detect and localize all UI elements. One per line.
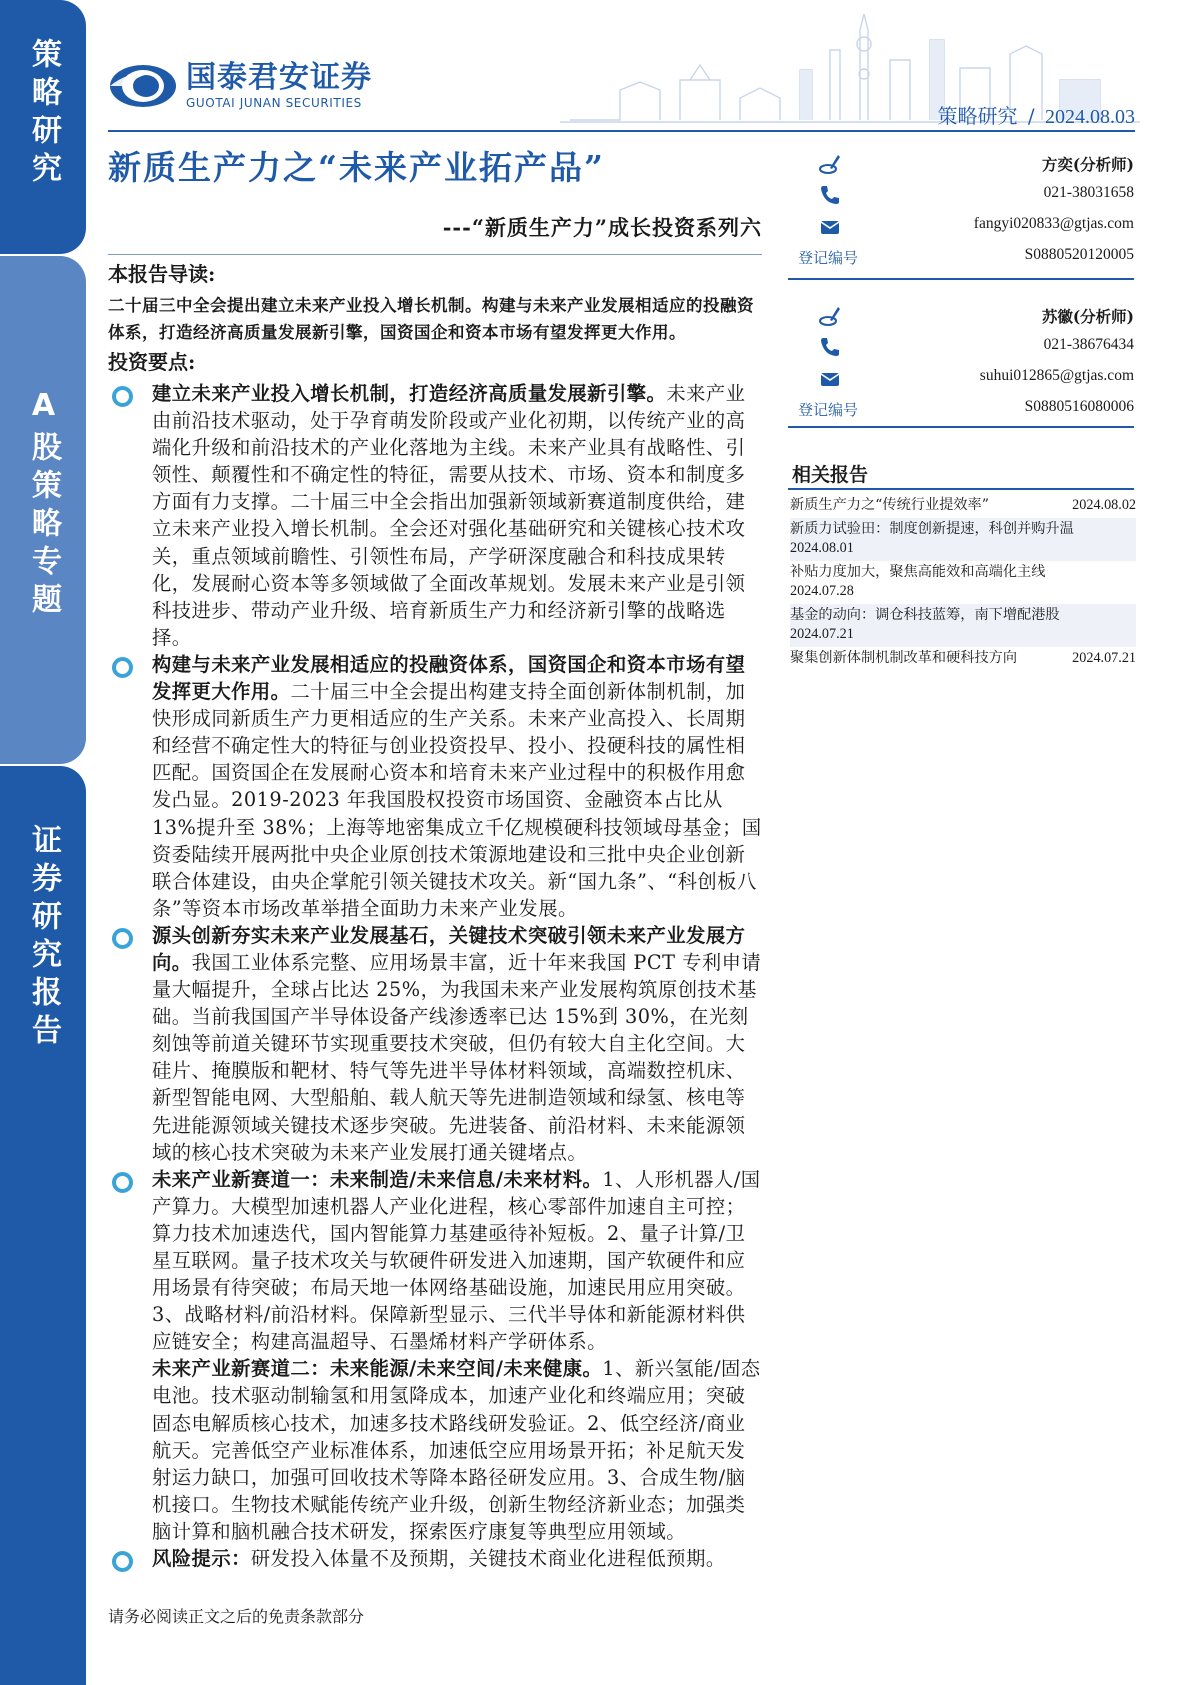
points-heading: 投资要点: — [108, 350, 196, 374]
analyst-phone: 021-38031658 — [1043, 184, 1134, 201]
analyst-registration: S0880516080006 — [1024, 398, 1134, 415]
point-item — [108, 1166, 764, 1356]
registration-label: 登记编号 — [798, 401, 859, 419]
phone-icon — [818, 335, 842, 359]
report-subtitle: ---“新质生产力”成长投资系列六 — [442, 215, 762, 240]
header-category-date — [938, 100, 1135, 129]
related-report-item[interactable] — [790, 647, 1136, 671]
risk-text: 研发投入体量不及预期，关键技术商业化进程低预期。 — [250, 1547, 726, 1571]
analyst-card — [788, 300, 1134, 424]
analyst-email[interactable]: suhui012865@gtjas.com — [979, 367, 1134, 384]
risk-lead: 风险提示： — [152, 1547, 251, 1571]
point-lead: 源头创新夯实未来产业发展基石，关键技术突破引领未来产业发展方向。 — [152, 923, 746, 974]
analyst-registration: S0880520120005 — [1024, 246, 1134, 263]
pen-icon — [818, 152, 842, 176]
related-report-date: 2024.08.01 — [790, 540, 854, 556]
related-divider — [788, 488, 1134, 490]
point-text: 1、新兴氢能/固态电池。技术驱动制输氢和用氢降成本，加速产业化和终端应用；突破固态电解质核心技术，加速多技术路线研发验证。2、低空经济/商业航天。完善低空产业标准体系，加速低空应用场景开拓；补足航天发射运力缺口，加强可回收技术等降本路径研发应用。3、合成生物/脑机接口。生物技术赋能传统产业升级，创新生物经济新业态；加强类脑计算和脑机融合技术研发，探索医疗康复等典型应用领域。 — [152, 1357, 761, 1543]
related-report-title[interactable]: 基金的动向：调仓科技蓝筹，南下增配港股 — [790, 606, 1060, 623]
bullet-icon — [112, 657, 133, 678]
analyst-divider — [788, 426, 1134, 428]
sidebar-section-strategy — [0, 0, 86, 254]
related-report-item[interactable] — [790, 518, 1136, 561]
report-date: 2024.08.03 — [1045, 106, 1135, 128]
point-lead: 未来产业新赛道二：未来能源/未来空间/未来健康。 — [152, 1357, 603, 1381]
logo-text-en: GUOTAI JUNAN SECURITIES — [186, 96, 362, 110]
point-lead: 构建与未来产业发展相适应的投融资体系，国资国企和资本市场有望发挥更大作用。 — [152, 652, 746, 704]
phone-icon — [818, 183, 842, 207]
sidebar-label-strategy: 策略研究 — [26, 38, 61, 190]
analyst-divider — [788, 278, 1134, 280]
related-report-item[interactable] — [790, 561, 1136, 604]
related-report-title[interactable]: 新质生产力之“传统行业提效率” — [790, 497, 989, 513]
sidebar-label-a-share: A股策略专题 — [26, 388, 61, 621]
analyst-phone: 021-38676434 — [1043, 336, 1134, 353]
logo-mark-icon — [108, 63, 178, 109]
bullet-icon — [112, 928, 133, 949]
bullet-icon — [112, 1551, 133, 1572]
related-report-title[interactable]: 补贴力度加大，聚焦高能效和高端化主线 — [790, 563, 1046, 580]
point-text: 我国工业体系完整、应用场景丰富，近十年来我国 PCT 专利申请量大幅提升，全球占比达 25%，为我国未来产业发展构筑原创技术基础。当前我国国产半导体设备产线渗透率已达 15%到 30%，在光刻刻蚀等前道关键环节实现重要技术突破，但仍有较大自主化空间。大硅片、掩膜版和靶材、特气等先进半导体材料领域，高端数控机床、新型智能电网、大型船舶、载人航天等先进制造领域和绿氢、核电等先进能源领域关键技术逐步突破。先进装备、前沿材料、未来能源领域的核心技术突破为未来产业发展打通关键堵点。 — [152, 950, 762, 1164]
related-report-title[interactable]: 新质力试验田：制度创新提速，科创并购升温 — [790, 520, 1074, 537]
pen-icon — [818, 304, 842, 328]
guide-text: 二十届三中全会提出建立未来产业投入增长机制。构建与未来产业发展相适应的投融资体系，打造经济高质量发展新引擎，国资国企和资本市场有望发挥更大作用。 — [108, 296, 754, 342]
header-separator: / — [1027, 104, 1035, 128]
point-item — [108, 922, 764, 1166]
related-reports-heading: 相关报告 — [792, 464, 869, 486]
analyst-email[interactable]: fangyi020833@gtjas.com — [973, 215, 1134, 232]
bullet-icon — [112, 386, 133, 407]
analyst-name: 苏徽(分析师) — [1041, 307, 1134, 326]
risk-item — [108, 1545, 764, 1572]
related-report-date: 2024.07.28 — [790, 583, 854, 599]
related-report-date: 2024.07.21 — [1072, 649, 1136, 666]
logo-text-cn: 国泰君安证券 — [186, 60, 372, 95]
report-title: 新质生产力之“未来产业拓产品” — [108, 148, 605, 187]
point-text: 二十届三中全会提出构建支持全面创新体制机制，加快形成同新质生产力更相适应的生产关系。未来产业高投入、长周期和经营不确定性大的特征与创业投资投早、投小、投硬科技的属性相匹配。国资国企在发展耐心资本和培育未来产业过程中的积极作用愈发凸显。2019-2023 年我国股权投资市场国资、金融资本占比从 13%提升至 38%；上海等地密集成立千亿规模硬科技领域母基金；国资委陆续开展两批中央企业原创技术策源地建设和三批中央企业创新联合体建设，由央企掌舵引领关键技术攻关。新“国九条”、“科创板八条”等资本市场改革举措全面助力未来产业发展。 — [152, 680, 762, 920]
analyst-card — [788, 148, 1134, 272]
email-icon — [818, 214, 842, 238]
point-text: 1、人形机器人/国产算力。大模型加速机器人产业化进程，核心零部件加速自主可控；算力技术加速迭代，国内智能算力基建亟待补短板。2、量子计算/卫星互联网。量子技术攻关与软硬件研发进入加速期，国产软硬件和应用场景有待突破；布局天地一体网络基础设施，加速民用应用突破。3、战略材料/前沿材料。保障新型显示、三代半导体和新能源材料供应链安全；构建高温超导、石墨烯材料产学研体系。 — [152, 1167, 761, 1354]
related-reports-list — [790, 494, 1136, 670]
disclaimer-footer: 请务必阅读正文之后的免责条款部分 — [108, 1607, 365, 1626]
point-item — [108, 380, 764, 651]
email-icon — [818, 366, 842, 390]
point-lead: 未来产业新赛道一：未来制造/未来信息/未来材料。 — [152, 1167, 603, 1191]
related-report-date: 2024.08.02 — [1072, 497, 1136, 513]
point-text: 未来产业由前沿技术驱动，处于孕育萌发阶段或产业化初期，以传统产业的高端化升级和前沿技术的产业化落地为主线。未来产业具有战略性、引领性、颠覆性和不确定性的特征，需要从技术、市场、资本和制度多方面有力支撑。二十届三中全会指出加强新领域新赛道制度供给，建立未来产业投入增长机制。全会还对强化基础研究和关键核心技术攻关，重点领域前瞻性、引领性布局，产学研深度融合和科技成果转化，发展耐心资本等多领域做了全面改革规划。发展未来产业是引领科技进步、带动产业升级、培育新质生产力和经济新引擎的战略选择。 — [152, 382, 746, 649]
sidebar-section-a-share — [0, 256, 86, 764]
related-report-item[interactable] — [790, 494, 1136, 518]
point-lead: 建立未来产业投入增长机制，打造经济高质量发展新引擎。 — [152, 382, 667, 405]
related-report-title[interactable]: 聚集创新体制机制改革和硬科技方向 — [790, 649, 1018, 666]
sidebar-label-research: 证券研究报告 — [26, 824, 61, 1052]
analyst-name: 方奕(分析师) — [1041, 155, 1134, 174]
sidebar-section-research — [0, 766, 86, 1685]
title-divider — [108, 254, 762, 255]
guide-heading: 本报告导读: — [108, 262, 216, 286]
point-item — [108, 651, 764, 922]
related-report-item[interactable] — [790, 604, 1136, 647]
bullet-icon — [112, 1172, 133, 1193]
report-category: 策略研究 — [937, 104, 1018, 128]
investment-points — [108, 380, 764, 1572]
related-report-date: 2024.07.21 — [790, 626, 854, 642]
header-divider — [108, 130, 1135, 132]
registration-label: 登记编号 — [798, 249, 859, 267]
point-item — [108, 1355, 764, 1545]
report-summary — [108, 260, 764, 1572]
company-logo — [108, 62, 372, 110]
